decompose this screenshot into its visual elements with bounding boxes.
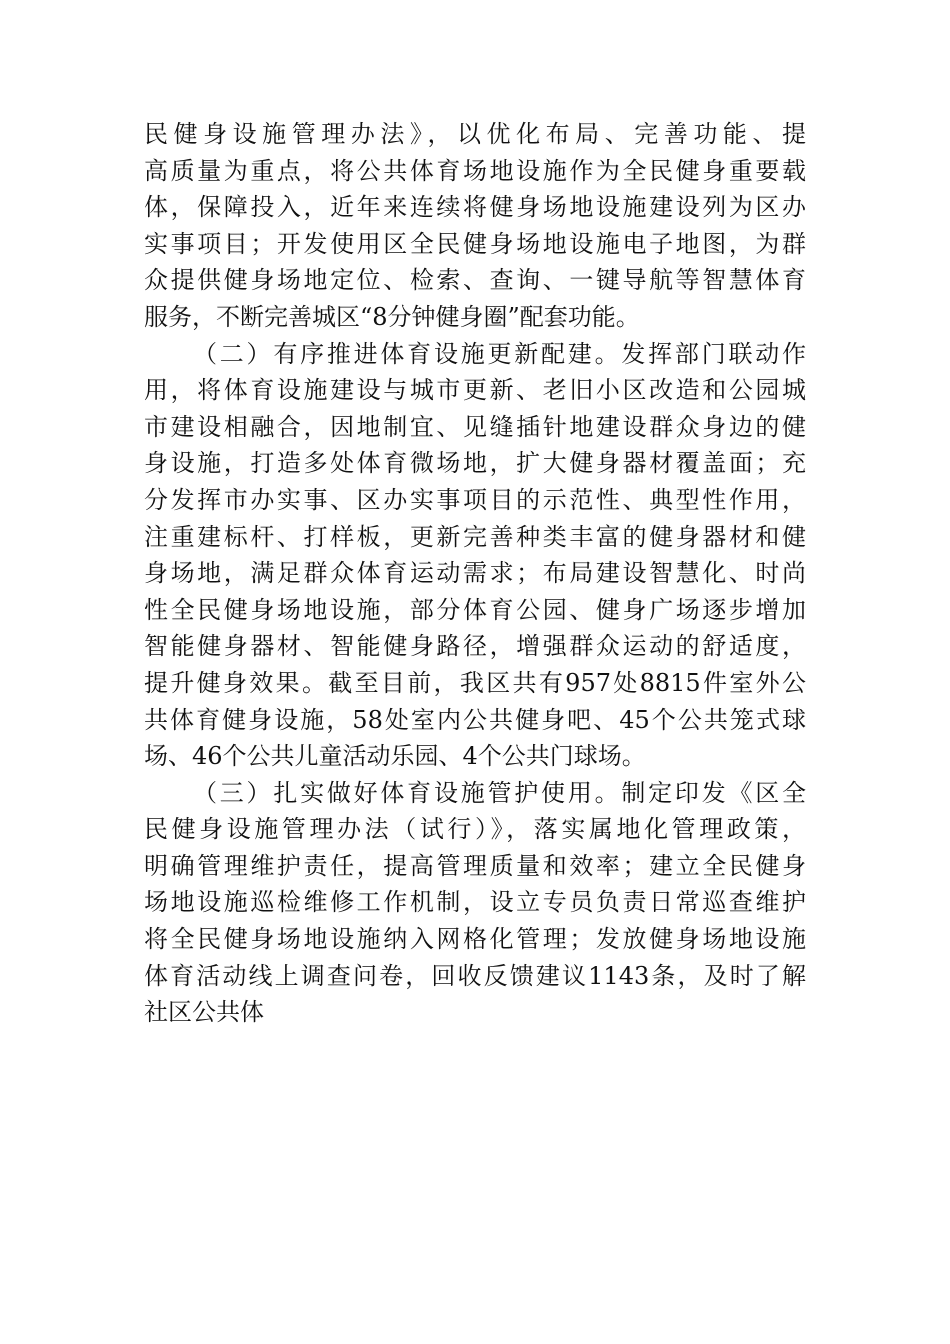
text-line: 身场地，满足群众体育运动需求；布局建设智慧化、时尚 [144,559,806,588]
text-line: 民健身设施管理办法（试行）》，落实属地化管理政策， [144,815,806,844]
text-line: 注重建标杆、打样板，更新完善种类丰富的健身器材和健 [144,522,806,551]
text-line: 用，将体育设施建设与城市更新、老旧小区改造和公园城 [144,376,806,405]
paragraph-first-line [144,336,806,373]
text-line: 分发挥市办实事、区办实事项目的示范性、典型性作用， [144,485,806,514]
text-line: 体，保障投入，近年来连续将健身场地设施建设列为区办 [144,193,806,222]
text-line: 性全民健身场地设施，部分体育公园、健身广场逐步增加 [144,595,806,624]
text-run: 制定印发《区全 [621,778,807,807]
paragraph-3 [144,775,806,1031]
text-line: 民健身设施管理办法》，以优化布局、完善功能、提 [144,120,806,148]
text-line: 场、46个公共儿童活动乐园、4个公共门球场。 [144,742,646,771]
section-heading: （二）有序推进体育设施更新配建。 [193,339,622,368]
text-run: 发挥部门联动作 [621,339,807,368]
text-line: 高质量为重点，将公共体育场地设施作为全民健身重要载 [144,156,806,185]
text-line: 智能健身器材、智能健身路径，增强群众运动的舒适度， [144,632,806,661]
text-line: 实事项目；开发使用区全民健身场地设施电子地图，为群 [144,229,806,258]
section-heading: （三）扎实做好体育设施管护使用。 [193,778,622,807]
text-line: 共体育健身设施，58处室内公共健身吧、45个公共笼式球 [144,705,806,734]
document-body [144,116,806,1031]
text-line: 身设施，打造多处体育微场地，扩大健身器材覆盖面；充 [144,449,806,478]
paragraph-first-line [144,775,806,812]
paragraph-2 [144,336,806,775]
text-line: 体育活动线上调查问卷，回收反馈建议1143条，及时了解 [144,961,806,990]
text-line: 提升健身效果。截至目前，我区共有957处8815件室外公 [144,668,806,697]
text-line: 将全民健身场地设施纳入网格化管理；发放健身场地设施 [144,925,806,954]
text-line: 社区公共体 [144,998,264,1027]
text-line: 众提供健身场地定位、检索、查询、一键导航等智慧体育 [144,266,806,295]
text-line: 场地设施巡检维修工作机制，设立专员负责日常巡查维护 [144,888,806,917]
text-line: 服务，不断完善城区“8分钟健身圈”配套功能。 [144,302,640,331]
text-line: 明确管理维护责任，提高管理质量和效率；建立全民健身 [144,851,806,880]
paragraph-1 [144,116,806,336]
text-line: 市建设相融合，因地制宜、见缝插针地建设群众身边的健 [144,412,806,441]
